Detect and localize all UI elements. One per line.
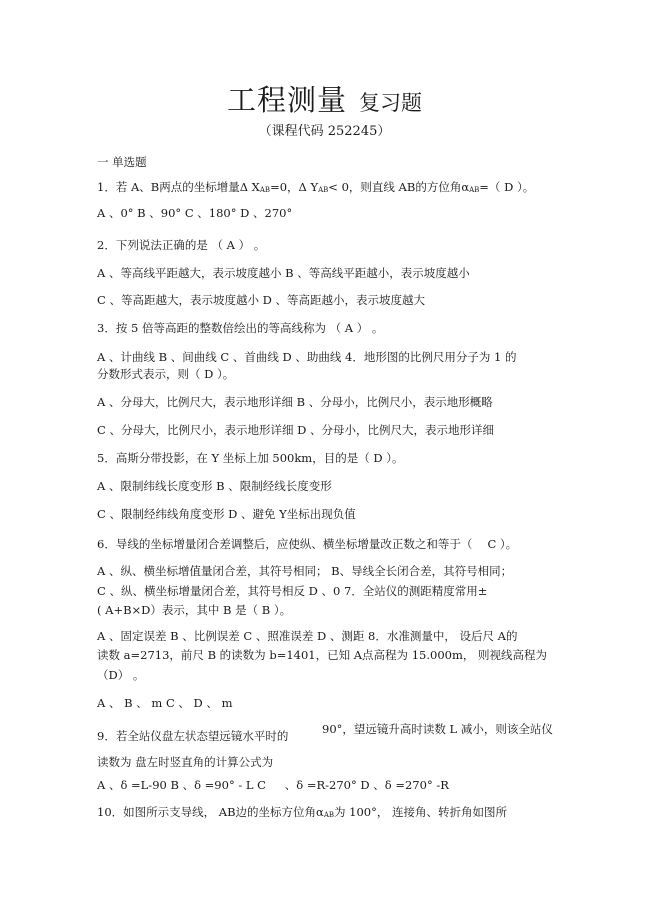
q8-options: A 、 B 、 m C 、 D 、 m (97, 696, 233, 710)
question-9-cont: 读数为 盘左时竖直角的计算公式为 (97, 755, 274, 769)
question-10 (97, 803, 609, 824)
q2-options-ab: A 、等高线平距越大，表示坡度越小 B 、等高线平距越小，表示坡度越小 (97, 266, 470, 280)
q6-options-ab: A 、纵、横坐标增值量闭合差，其符号相同； B、导线全长闭合差，其符号相同； (97, 564, 513, 578)
q1-sub-3: AB (469, 186, 480, 194)
q6-options-cd-q7: C 、纵、横坐标增量闭合差，其符号相反 D 、0 7．全站仪的测距精度常用± (97, 584, 488, 598)
q4-options-ab: A 、分母大，比例尺大，表示地形详细 B 、分母小，比例尺小，表示地形概略 (97, 395, 493, 409)
q1-mid-1: =0，Δ Y (270, 180, 319, 194)
q5-options-ab: A 、限制纬线长度变形 B 、限制经线长度变形 (97, 479, 332, 493)
question-2: 2．下列说法正确的是 （ A ） 。 (97, 238, 266, 252)
question-8-answer: （D） 。 (97, 668, 145, 682)
q1-sub-1: AB (259, 186, 271, 194)
question-8-cont: 读数 a=2713，前尺 B 的读数为 b=1401，已知 A点高程为 15.000m， 则视线高程为 (97, 648, 548, 662)
doc-title (0, 78, 649, 119)
q1-end: =（ D ）。 (479, 180, 535, 194)
q1-mid-2: < 0，则直线 AB的方位角α (328, 180, 470, 194)
q2-options-cd: C 、等高距越大，表示坡度越小 D 、等高距越小，表示坡度越大 (97, 293, 425, 307)
question-7-cont: ( A+B×D）表示，其中 B 是（ B ）。 (97, 603, 292, 617)
q10-sub: AB (323, 811, 335, 819)
question-4-cont: 分数形式表示，则（ D ）。 (97, 367, 235, 381)
course-code: （课程代码 252245） (258, 124, 391, 139)
question-3: 3．按 5 倍等高距的整数倍绘出的等高线称为 （ A ） 。 (97, 321, 384, 335)
q10-text: 10．如图所示支导线， AB边的坐标方位角α (97, 805, 324, 819)
question-6: 6．导线的坐标增量闭合差调整后，应使纵、横坐标增量改正数之和等于（ C ）。 (97, 537, 518, 551)
question-9-right: 90°，望远镜升高时读数 L 减小，则该全站仪 (322, 722, 553, 736)
section-heading: 一 单选题 (97, 155, 147, 169)
question-1 (97, 178, 609, 199)
q1-text: 1．若 A、B两点的坐标增量Δ X (97, 180, 260, 194)
q1-sub-2: AB (318, 186, 329, 194)
q10-end: 为 100°， 连接角、转折角如图所 (334, 805, 508, 819)
title-sub: 复习题 (359, 91, 422, 115)
q1-options: A 、0° B 、90° C 、180° D 、270° (97, 206, 293, 220)
title-main: 工程测量 (226, 83, 347, 117)
q3-options-q4: A 、计曲线 B 、间曲线 C 、首曲线 D 、助曲线 4．地形图的比例尺用分子为 1 的 (97, 350, 517, 364)
q7-options-q8: A 、固定误差 B 、比例误差 C 、照准误差 D 、测距 8．水准测量中， 设后尺 A的 (97, 629, 518, 643)
question-9: 9．若全站仪盘左状态望远镜水平时的 (97, 729, 289, 743)
q9-options: A 、δ =L-90 B 、δ =90° - L C 、δ =R-270° D 、δ =270° -R (97, 778, 449, 792)
q5-options-cd: C 、限制经纬线角度变形 D 、避免 Y坐标出现负值 (97, 507, 356, 521)
question-5: 5．高斯分带投影，在 Y 坐标上加 500km，目的是（ D ）。 (97, 451, 404, 465)
q4-options-cd: C 、分母大，比例尺小，表示地形详细 D 、分母小，比例尺大，表示地形详细 (97, 423, 494, 437)
